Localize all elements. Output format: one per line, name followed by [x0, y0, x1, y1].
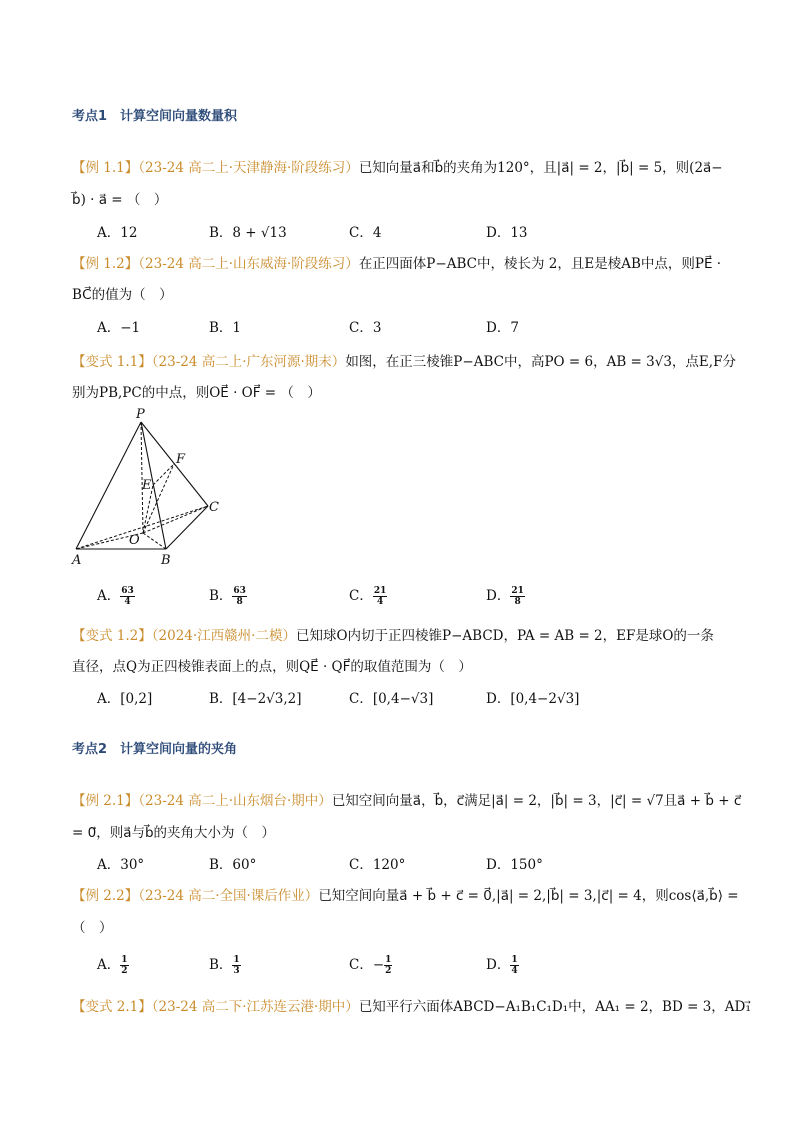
- option-c: C．− $\frac{1}{2}$: [349, 955, 392, 976]
- question-text: 已知空间向量a⃗ + b⃗ + c⃗ = 0⃗,|a⃗| = 2,|b⃗| = 3,|c⃗| = 4，则cos⟨a⃗,b⃗⟩ =: [318, 888, 739, 904]
- option-b: B．[4−2√3,2]: [209, 691, 302, 707]
- fraction: $\frac{63}{8}$: [233, 586, 246, 607]
- question-text-cont: BC⃗的值为（ ）: [72, 287, 173, 303]
- example-tag: 【例 1.1】: [72, 160, 139, 176]
- option-d: D．7: [486, 320, 519, 336]
- option-d: D． $\frac{1}{4}$: [486, 955, 518, 976]
- example-tag: 【例 2.1】: [72, 793, 139, 809]
- option-d: D．13: [486, 225, 528, 241]
- example-tag: 【例 1.2】: [72, 256, 139, 272]
- variant-1-1: [72, 350, 736, 370]
- example-source: （23-24 高二上·天津静海·阶段练习）: [138, 160, 359, 176]
- option-b: B．1: [209, 320, 242, 336]
- option-d: D．[0,4−2√3]: [486, 691, 580, 707]
- question-text-cont: 直径，点Q为正四棱锥表面上的点，则QE⃗ · QF⃗的取值范围为（ ）: [72, 659, 472, 675]
- question-text: 已知平行六面体ABCD−A₁B₁C₁D₁中，AA₁ = 2，BD = 3，AD₁⃗: [358, 999, 751, 1015]
- question-text-cont: 别为PB,PC的中点，则OE⃗ · OF⃗ = （ ）: [72, 385, 321, 401]
- question-text-cont: b⃗) · a⃗ = （ ）: [72, 192, 168, 208]
- example-1-1: [72, 156, 723, 176]
- point-label-e: E: [142, 478, 152, 493]
- example-1-2: [72, 252, 721, 272]
- question-text-cont: = 0⃗，则a⃗与b⃗的夹角大小为（ ）: [72, 825, 276, 841]
- option-c: C． $\frac{21}{4}$: [349, 586, 387, 607]
- option-a: A．30°: [97, 857, 145, 873]
- section-1-heading: 考点1 计算空间向量数量积: [72, 109, 238, 124]
- option-a: A．12: [97, 225, 138, 241]
- option-a: A． $\frac{1}{2}$: [97, 955, 128, 976]
- question-text-cont: （ ）: [72, 920, 113, 936]
- fraction: $\frac{21}{8}$: [511, 586, 524, 607]
- variant-tag: 【变式 1.2】: [72, 628, 152, 644]
- option-c: C．4: [349, 225, 382, 241]
- question-text: 如图，在正三棱锥P−ABC中，高PO = 6，AB = 3√3，点E,F分: [345, 354, 736, 370]
- variant-source: （23-24 高二上·广东河源·期末）: [151, 354, 346, 370]
- option-a: A．−1: [97, 320, 141, 336]
- variant-source: （23-24 高二下·江苏连云港·期中）: [151, 999, 359, 1015]
- fraction: $\frac{1}{4}$: [511, 955, 518, 976]
- option-a: A． $\frac{63}{4}$: [97, 586, 134, 607]
- section-2-heading: 考点2 计算空间向量的夹角: [72, 742, 238, 757]
- vertex-label-c: C: [209, 500, 219, 515]
- example-2-1: [72, 789, 741, 809]
- vertex-label-a: A: [72, 553, 82, 568]
- option-c: C．3: [349, 320, 382, 336]
- example-source: （23-24 高二上·山东烟台·期中）: [138, 793, 332, 809]
- question-text: 已知向量a⃗和b⃗的夹角为120°，且|a⃗| = 2，|b⃗| = 5，则(2a⃗−: [358, 160, 723, 176]
- option-d: D． $\frac{21}{8}$: [486, 586, 524, 607]
- fraction: $\frac{63}{4}$: [121, 586, 134, 607]
- option-c: C．[0,4−√3]: [349, 691, 434, 707]
- fraction: $\frac{21}{4}$: [373, 586, 387, 607]
- variant-tag: 【变式 1.1】: [72, 354, 152, 370]
- question-text: 已知空间向量a⃗，b⃗，c⃗满足|a⃗| = 2，|b⃗| = 3，|c⃗| = √7且a⃗ + b⃗ + c⃗: [331, 793, 742, 809]
- example-2-2: [72, 884, 739, 904]
- option-d: D．150°: [486, 857, 543, 873]
- question-text: 已知球O内切于正四棱锥P−ABCD，PA = AB = 2，EF是球O的一条: [295, 628, 714, 644]
- option-c: C．120°: [349, 857, 406, 873]
- variant-2-1: [72, 995, 751, 1015]
- vertex-label-p: P: [136, 407, 145, 422]
- fraction: $\frac{1}{3}$: [233, 955, 240, 976]
- option-a: A．[0,2]: [97, 691, 153, 707]
- option-b: B． $\frac{63}{8}$: [209, 586, 246, 607]
- example-source: （23-24 高二·全国·课后作业）: [138, 888, 319, 904]
- variant-source: （2024·江西赣州·二模）: [151, 628, 296, 644]
- variant-tag: 【变式 2.1】: [72, 999, 152, 1015]
- variant-1-2: [72, 624, 714, 644]
- fraction: $\frac{1}{2}$: [121, 955, 128, 976]
- example-tag: 【例 2.2】: [72, 888, 139, 904]
- question-text: 在正四面体P−ABC中，棱长为 2，且E是棱AB中点，则PE⃗ ·: [358, 256, 722, 272]
- point-label-o: O: [129, 533, 140, 548]
- option-b: B．60°: [209, 857, 257, 873]
- point-label-f: F: [176, 452, 186, 467]
- vertex-label-b: B: [161, 553, 171, 568]
- option-b: B． $\frac{1}{3}$: [209, 955, 240, 976]
- fraction: $\frac{1}{2}$: [385, 955, 392, 976]
- pyramid-diagram: [70, 405, 230, 570]
- example-source: （23-24 高二上·山东威海·阶段练习）: [138, 256, 359, 272]
- option-b: B．8 + √13: [209, 225, 287, 241]
